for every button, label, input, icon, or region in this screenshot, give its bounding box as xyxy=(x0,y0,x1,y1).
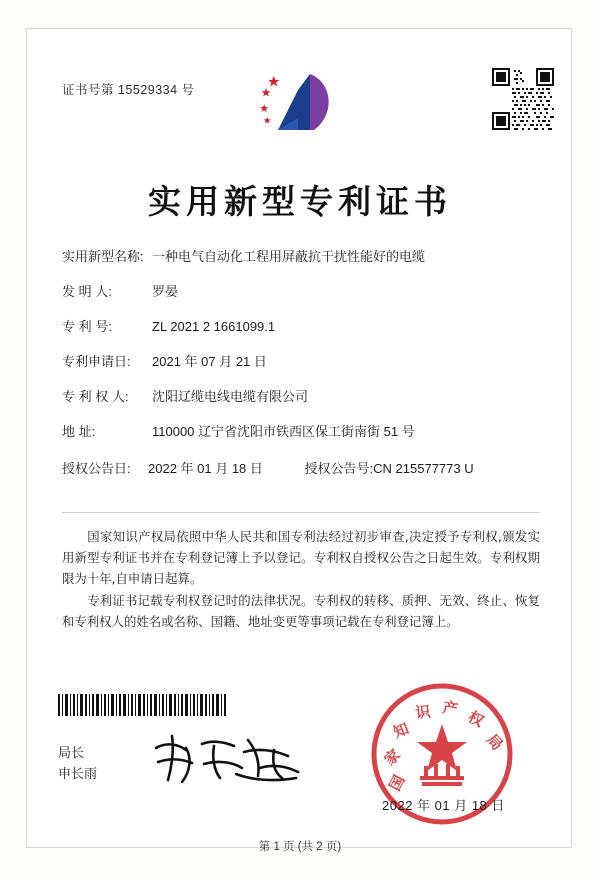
director-title-label: 局长 xyxy=(58,745,85,760)
field-row-patentee xyxy=(62,388,542,406)
svg-text:权: 权 xyxy=(465,707,487,731)
svg-text:产: 产 xyxy=(441,698,460,719)
field-value: 罗晏 xyxy=(152,284,179,299)
barcode xyxy=(58,694,228,716)
certificate-number: 证书号第 15529334 号 xyxy=(62,83,195,97)
grant-number-value: CN 215577773 U xyxy=(373,461,474,476)
field-value: 沈阳辽缆电线电缆有限公司 xyxy=(152,389,309,404)
svg-text:国: 国 xyxy=(385,772,409,794)
director-name-label: 申长雨 xyxy=(58,766,98,781)
svg-text:家: 家 xyxy=(380,745,404,769)
grant-date-value: 2022 年 01 月 18 日 xyxy=(148,461,263,476)
paragraph-legal-1 xyxy=(62,526,540,589)
paragraph-legal-2 xyxy=(62,590,540,632)
field-label: 专 利 号: xyxy=(62,319,112,334)
signature-handwriting xyxy=(148,728,308,790)
field-value: 2021 年 07 月 21 日 xyxy=(152,354,267,369)
paragraph-text: 国家知识产权局依照中华人民共和国专利法经过初步审查,决定授予专利权,颁发实用新型专利证书并在专利登记簿上予以登记。专利权自授权公告之日起生效。专利权期限为十年,自申请日起算。 xyxy=(62,529,540,586)
field-label: 发 明 人: xyxy=(62,284,112,299)
page-title: 实用新型专利证书 xyxy=(148,182,452,221)
field-row-invention-name xyxy=(62,248,542,266)
field-row-patent-number xyxy=(62,318,542,336)
field-value: ZL 2021 2 1661099.1 xyxy=(152,319,276,334)
field-row-address xyxy=(62,423,542,441)
field-label: 专利申请日: xyxy=(62,354,131,369)
grant-announcement-row xyxy=(62,458,542,477)
field-label: 实用新型名称: xyxy=(62,249,144,264)
field-label: 专 利 权 人: xyxy=(62,389,129,404)
field-label: 地 址: xyxy=(62,424,96,439)
field-list xyxy=(62,248,542,487)
field-value: 一种电气自动化工程用屏蔽抗干扰性能好的电缆 xyxy=(152,249,426,264)
signature-block xyxy=(58,742,97,784)
field-row-inventor xyxy=(62,283,542,301)
qr-code xyxy=(492,68,554,130)
cnipa-logo-icon xyxy=(248,68,353,146)
paragraph-text: 专利证书记载专利权登记时的法律状况。专利权的转移、质押、无效、终止、恢复和专利权人的姓名或名称、国籍、地址变更等事项记载在专利登记簿上。 xyxy=(62,593,540,629)
divider xyxy=(62,512,540,513)
svg-text:局: 局 xyxy=(483,730,507,754)
issue-date: 2022 年 01 月 18 日 xyxy=(382,798,505,813)
field-row-application-date xyxy=(62,353,542,371)
page-footer: 第 1 页 (共 2 页) xyxy=(258,841,342,853)
grant-number-label: 授权公告号: xyxy=(304,461,374,476)
grant-date-label: 授权公告日: xyxy=(62,461,131,476)
svg-text:知: 知 xyxy=(390,719,412,742)
svg-text:识: 识 xyxy=(414,702,432,722)
field-value: 110000 辽宁省沈阳市铁西区保工街南街 51 号 xyxy=(152,424,415,439)
